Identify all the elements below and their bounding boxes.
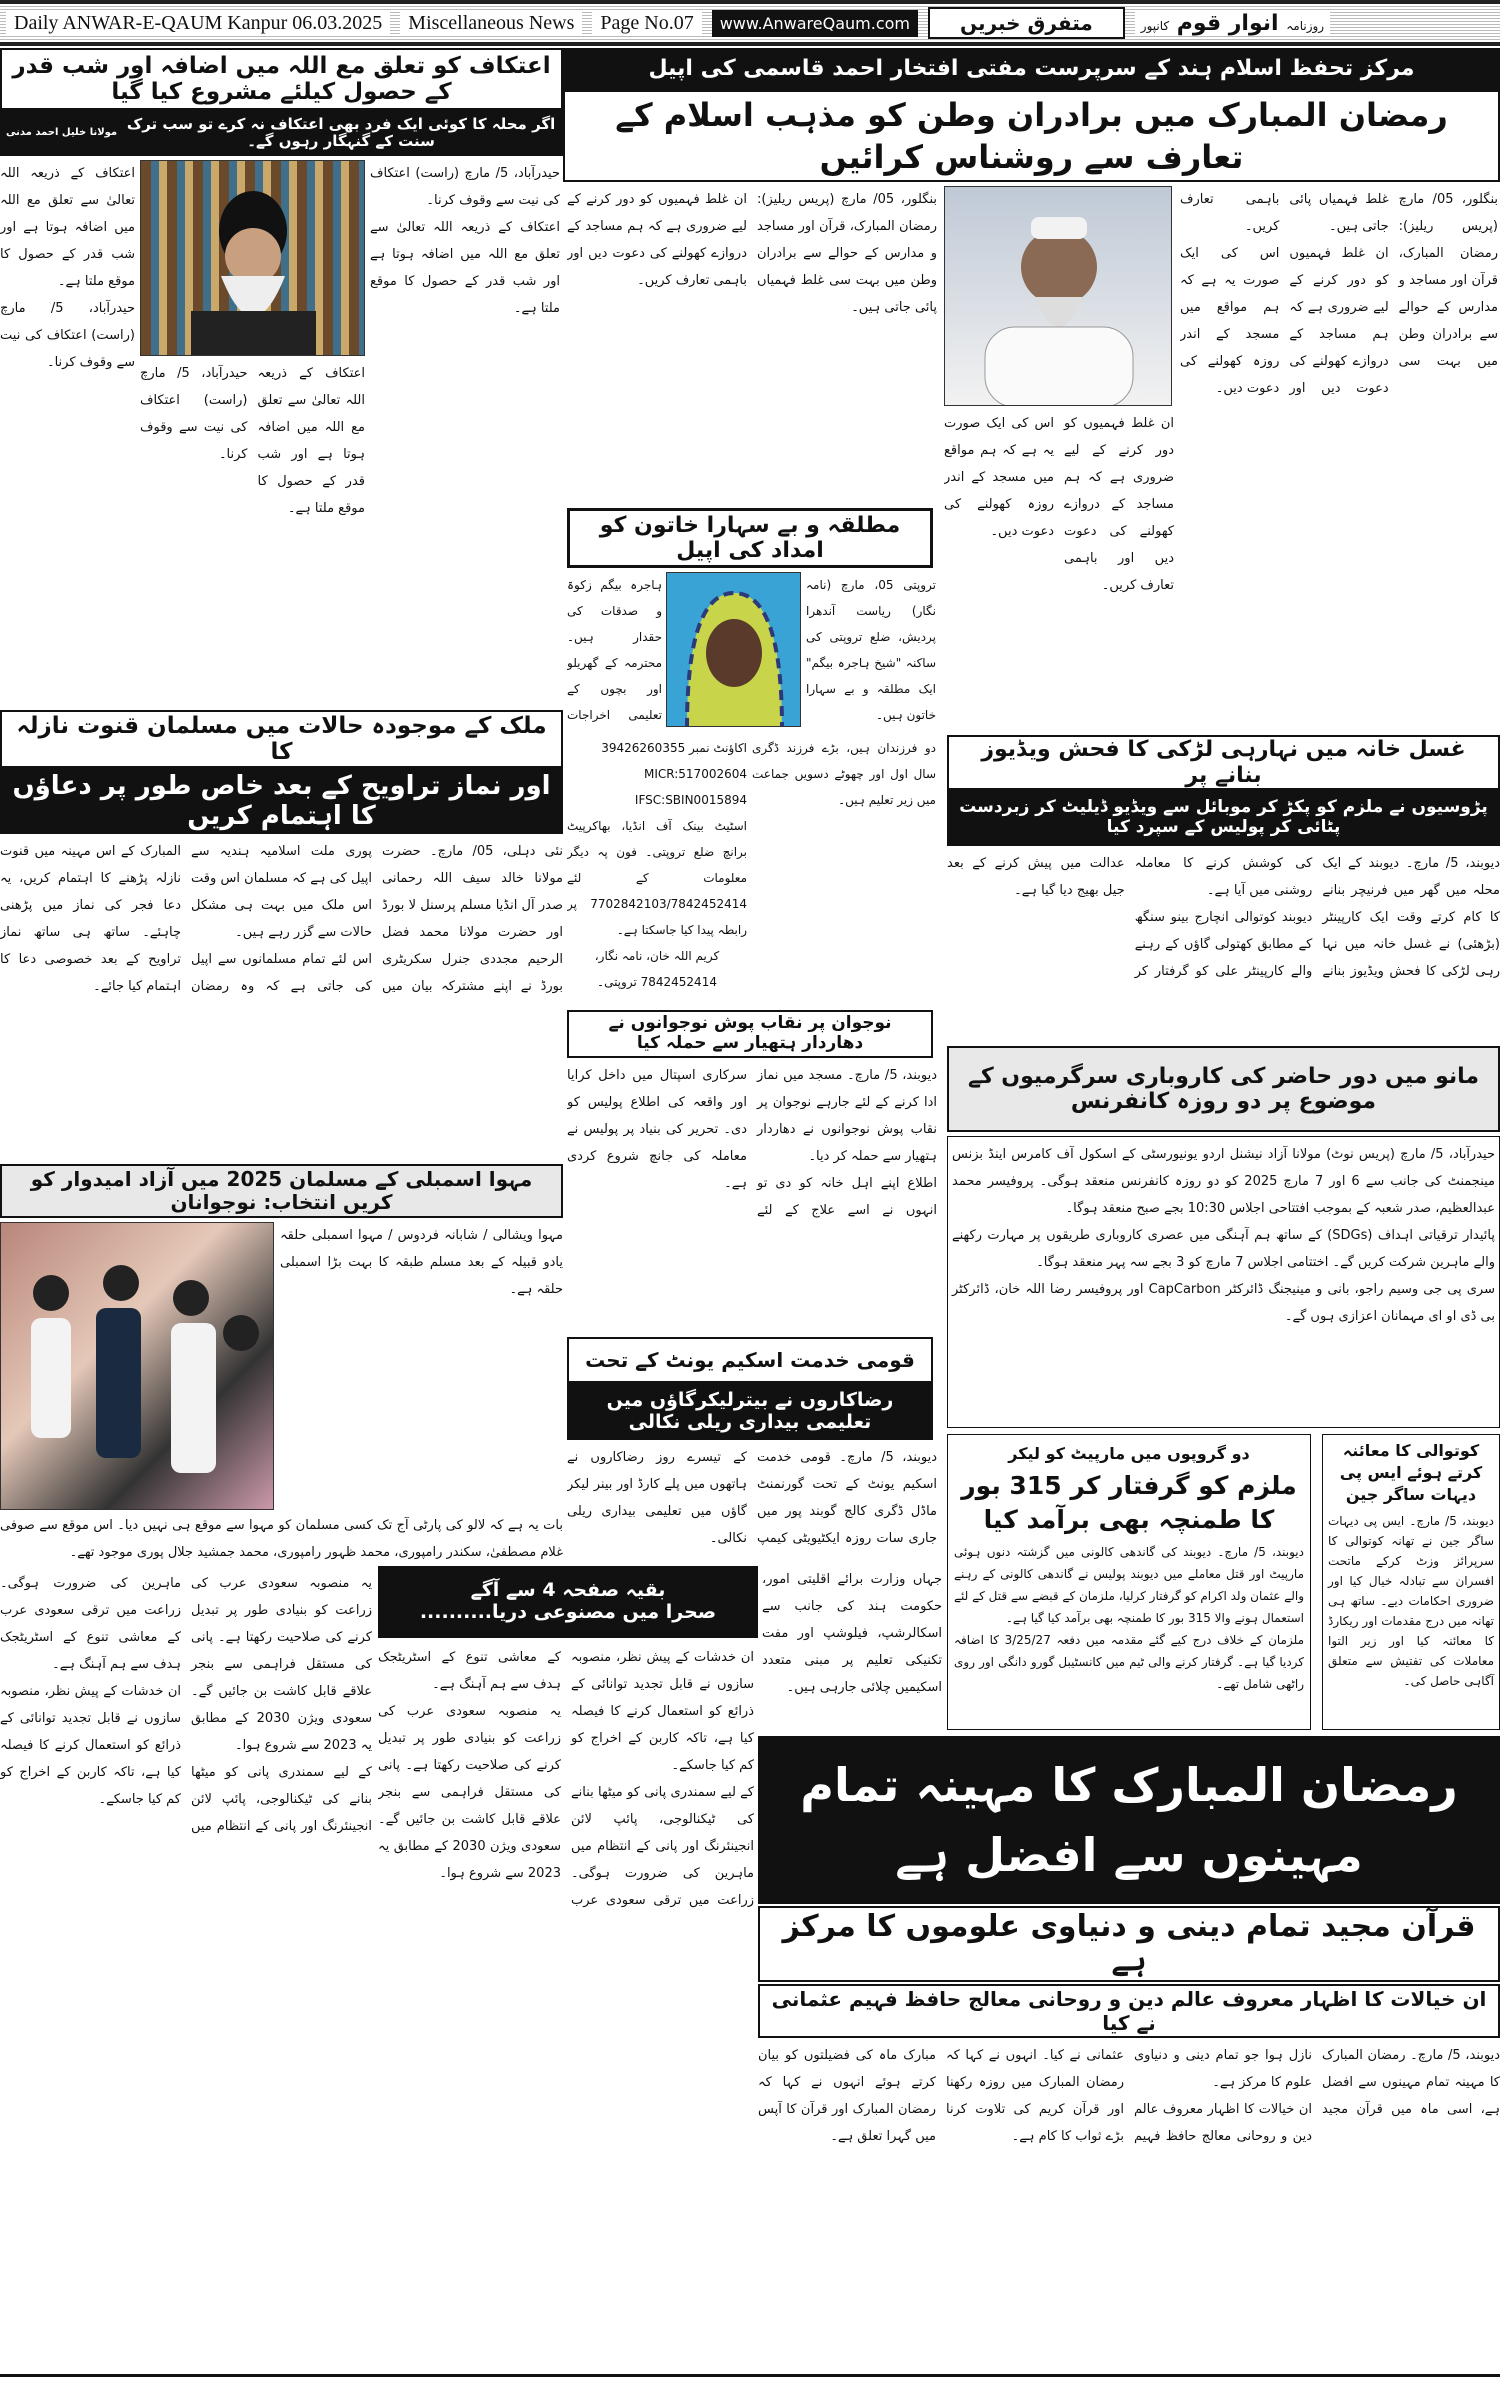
qunoot-kicker: ملک کے موجودہ حالات میں مسلمان قنوت نازلہ کا <box>0 710 563 768</box>
paragraph: حیدرآباد، 5/ مارچ (راست) اعتکاف کی نیت سے وقوف کرنا۔ <box>140 366 248 462</box>
paragraph: ان غلط فہمیوں کو دور کرنے کے لیے ضروری ہے کہ ہم مساجد کے دروازے کھولنے کی دعوت دیں اور باہمی تعارف کریں۔ <box>1180 192 1389 396</box>
baqiya-header <box>378 1566 758 1638</box>
qaumi-body <box>567 1444 937 1562</box>
naqab-body <box>567 1062 937 1332</box>
mahua-body-cont: بات یہ ہے کہ لالو کی پارٹی آج تک کسی مسلمان کو مہوا سے موقع ہی نہیں دیا۔ اس موقع سے صوفی غلام مصطفیٰ، سکندر رامپوری، محمد ظہور رامپوری، محمد جمشید جلال پوری موجود تھے۔ <box>0 1518 563 1560</box>
itikaf-body-lower <box>140 360 365 705</box>
paragraph: دیوبند کوتوالی انچارج بینو سنگھ کے مطابق کھتولی گاؤں کے رہنے والے کارپینٹر علی کو گرفتار کر عدالت میں پیش کرنے کے بعد جیل بھیج دیا گیا ہے۔ <box>947 856 1313 979</box>
mau-body <box>947 1136 1500 1428</box>
mutalaqa-bank-details <box>567 735 747 1005</box>
paragraph: جہاں وزارت برائے اقلیتی امور، حکومت ہند کی جانب سے اسکالرشپ، فیلوشپ اور مفت تکنیکی تعلیم پر مبنی متعدد اسکیمیں چلائی جارہی ہیں۔ <box>762 1572 942 1695</box>
ramzan-body <box>758 2042 1500 2370</box>
itikaf-headline: اعتکاف کو تعلق مع اللہ میں اضافہ اور شب قدر کے حصول کیلئے مشروع کیا گیا <box>0 48 563 110</box>
itikaf-photo <box>140 160 365 356</box>
ramzan-subhead: قرآن مجید تمام دینی و دنیاوی علوموں کا مرکز ہے <box>758 1906 1500 1982</box>
paragraph: یہ منصوبہ سعودی عرب کی زراعت کو بنیادی طور پر تبدیل کرنے کی صلاحیت رکھتا ہے۔ پانی کی مستقل فراہمی سے بنجر علاقے قابل کاشت بن جائیں گے۔ سعودی ویژن 2030 کے مطابق یہ 2023 سے شروع ہوا۔ <box>378 1704 561 1881</box>
masthead-prefix: روزنامہ <box>1286 18 1325 33</box>
paragraph: پائیدار ترقیاتی اہداف (SDGs) کے ساتھ ہم آہنگی میں عصری کاروباری طریقوں پر مہارت رکھنے والے ماہرین شرکت کریں گے۔ اختتامی اجلاس 7 مارچ کو 3 بجے سہ پہر منعقد ہوگا۔ <box>952 1228 1495 1270</box>
ramzan-byline: ان خیالات کا اظہار معروف عالم دین و روحانی معالج حافظ فہیم عثمانی نے کیا <box>758 1984 1500 2038</box>
paragraph: اس کی ایک صورت یہ ہے کہ ہم مواقع میں مسجد کے اندر روزہ کھولنے کی دعوت دیں۔ <box>1180 246 1280 396</box>
person-photo-icon <box>945 187 1172 406</box>
paragraph: دیوبند، 5/ مارچ۔ دیوبند کی گاندھی کالونی میں گزشتہ دنوں ہوئی مارپیٹ اور قتل معاملے میں دیوبند پولیس نے گاندھی کالونی کے رہنے والے عثمان ولد اکرام کو گرفتار کرلیا، ملزمان کے قبضے سے قتل کے لئے استعمال ہونے والا 315 بور کا طمنچہ بھی برآمد کیا گیا ہے۔ <box>953 1545 1304 1625</box>
mufti-body-right <box>1180 186 1498 706</box>
kotwali-story <box>1322 1434 1500 1730</box>
paragraph: سری پی جی وسیم راجو، بانی و مینیجنگ ڈائرکٹر CapCarbon اور پروفیسر رضا اللہ خان، ڈائرکٹر بی ڈی او ای مہمانان اعزازی ہوں گے۔ <box>952 1282 1495 1324</box>
group-photo-icon <box>1 1223 274 1510</box>
mufti-kicker: مرکز تحفظ اسلام ہند کے سرپرست مفتی افتخار احمد قاسمی کی اپیل <box>563 48 1500 90</box>
page-number: Page No.07 <box>592 12 701 35</box>
mau-headline: مانو میں دور حاضر کی کاروباری سرگرمیوں کے موضوع پر دو روزہ کانفرنس <box>947 1046 1500 1132</box>
masthead-city: کانپور <box>1140 18 1170 33</box>
paragraph: ان غلط فہمیوں کو دور کرنے کے لیے ضروری ہے کہ ہم مساجد کے دروازے کھولنے کی دعوت دیں اور باہمی تعارف کریں۔ <box>567 192 747 288</box>
paragraph: ان خدشات کے پیش نظر، منصوبہ سازوں نے قابل تجدید توانائی کے ذرائع کو استعمال کرنے کا فیصلہ کیا ہے، تاکہ کاربن کے اخراج کو کم کیا جاسکے۔ <box>571 1650 754 1773</box>
paragraph: دیوبند، 5/ مارچ۔ مسجد میں نماز ادا کرنے کے لئے جارہے نوجوان پر نقاب پوش نوجوانوں نے دھاردار ہتھیار سے حملہ کر دیا۔ <box>757 1068 937 1164</box>
ramzan-headline: رمضان المبارک کا مہینہ تمام مہینوں سے افضل ہے <box>758 1736 1500 1904</box>
person-photo-icon <box>667 573 801 727</box>
micr-code: MICR:517002604 <box>644 767 747 781</box>
paragraph: ملزمان کے خلاف درج کیے گئے مقدمہ میں دفعہ 3/25/27 کا اضافہ کردیا گیا ہے۔ گرفتار کرنے والی ٹیم میں کانسٹیبل گورو دانگی اور روی راٹھی شامل تھے۔ <box>954 1633 1305 1691</box>
paragraph: اعتکاف کے ذریعہ اللہ تعالیٰ سے تعلق مع اللہ میں اضافہ ہوتا ہے اور شب قدر کے حصول کا موقع ملتا ہے۔ <box>370 220 560 316</box>
itikaf-byline: مولانا خلیل احمد مدنی <box>6 127 118 139</box>
itikaf-body-col <box>370 160 560 705</box>
section-name: Miscellaneous News <box>400 12 582 35</box>
paragraph: نئی دہلی، 05/ مارچ۔ حضرت مولانا خالد سیف اللہ رحمانی صدر آل انڈیا مسلم پرسنل لا بورڈ اور حضرت مولانا محمد فضل الرحیم مجددی جنرل سکریٹری بورڈ نے اپنے مشترکہ بیان میں پوری ملت اسلامیہ ہندیہ سے اپیل کی ہے کہ مسلمان اس وقت اس ملک میں بہت ہی مشکل حالات سے گزر رہے ہیں۔ <box>191 844 563 994</box>
paragraph: دیوبند، 5/ مارچ۔ قومی خدمت اسکیم یونٹ کے تحت گورنمنٹ ماڈل ڈگری کالج گوبند پور میں جاری سات روزہ ایکٹیویٹی کیمپ کے تیسرے روز رضاکاروں نے ہاتھوں میں پلے کارڈ اور بینر لیکر گاؤں میں تعلیمی بیداری ریلی نکالی۔ <box>567 1450 937 1546</box>
naqab-headline: نوجوان پر نقاب پوش نوجوانوں نے دھاردار ہتھیار سے حملہ کیا <box>567 1010 933 1058</box>
itikaf-subhead-text: اگر محلہ کا کوئی ایک فرد بھی اعتکاف نہ کرے تو سب ترک سنت کے گنہگار رہوں گے۔ <box>126 114 556 150</box>
itikaf-body-left <box>0 160 135 705</box>
mutalaqa-body-3: ہاجرہ بیگم زکوۃ و صدقات کی حقدار ہیں۔ محترمہ کے گھریلو اور بچوں کے تعلیمی اخراجات <box>567 578 662 722</box>
mufti-body-middle <box>567 186 937 504</box>
qaumi-kicker: قومی خدمت اسکیم یونٹ کے تحت <box>567 1337 933 1383</box>
mufti-photo <box>944 186 1172 406</box>
paragraph: حیدرآباد، 5/ مارچ (راست) اعتکاف کی نیت سے وقوف کرنا۔ <box>370 166 560 208</box>
qaumi-body-cont <box>762 1566 942 1732</box>
kotwali-body: دیوبند، 5/ مارچ۔ ایس پی دیہات ساگر جین نے تھانہ کوتوالی کا سرپرائز وزٹ کرکے ماتحت افسران سے تبادلہ خیال کیا اور ضروری احکامات دیے۔ ساتھ ہی تھانہ میں درج مقدمات اور ریکارڈ کا معائنہ کیا اور زیر التوا معاملات کی تفتیش سے متعلق آگاہی حاصل کی۔ <box>1328 1514 1494 1688</box>
edition-date: Daily ANWAR-E-QAUM Kanpur 06.03.2025 <box>6 12 390 35</box>
baqiya-kicker: بقیہ صفحہ 4 سے آگے <box>470 1579 666 1602</box>
page-header <box>0 0 1500 46</box>
qunoot-body <box>0 838 563 1160</box>
account-number: اکاؤنٹ نمبر 39426260355 <box>601 741 747 755</box>
paragraph: ان خدشات کے پیش نظر، منصوبہ سازوں نے قابل تجدید توانائی کے ذرائع کو استعمال کرنے کا فیصلہ کیا ہے، تاکہ کاربن کے اخراج کو کم کیا جاسکے۔ <box>0 1684 181 1807</box>
mufti-headline: رمضان المبارک میں برادران وطن کو مذہب اسلام کے تعارف سے روشناس کرائیں <box>563 90 1500 182</box>
qaumi-headline: رضاکاروں نے بیترلیکرگاؤں میں تعلیمی بیداری ریلی نکالی <box>567 1383 933 1440</box>
masthead-title: انوار قوم <box>1176 10 1279 36</box>
website-link[interactable]: www.AnwareQaum.com <box>712 10 918 37</box>
mahua-headline: مہوا اسمبلی کے مسلمان 2025 میں آزاد امیدوار کو کریں انتخاب: نوجوانان <box>0 1164 563 1218</box>
baqiya-body-left <box>0 1570 372 2370</box>
person-photo-icon <box>141 161 365 356</box>
contact-phone: 7842452414 تروپتی۔ <box>597 975 717 989</box>
mutalaqa-body-2: دو فرزندان ہیں، بڑے فرزند ڈگری سال اول اور چھوٹے دسویں جماعت میں زیر تعلیم ہیں۔ <box>752 741 936 807</box>
bore315-story <box>947 1434 1311 1730</box>
paragraph: اعتکاف کے ذریعہ اللہ تعالیٰ سے تعلق مع اللہ میں اضافہ ہوتا ہے اور شب قدر کے حصول کا موقع ملتا ہے۔ <box>257 366 365 516</box>
itikaf-subhead <box>0 110 563 156</box>
ghusl-body <box>947 850 1500 1040</box>
mutalaqa-body-1: تروپتی 05، مارچ (نامہ نگار) ریاست آندھرا پردیش، ضلع تروپتی کی ساکنہ "شیخ ہاجرہ بیگم" ایک مطلقہ و بے سہارا خاتون ہیں۔ <box>806 578 936 722</box>
ghusl-kicker: غسل خانہ میں نہارہی لڑکی کا فحش ویڈیوز بنانے پر <box>947 735 1500 790</box>
contact-name: کریم اللہ خان، نامہ نگار، <box>594 949 720 963</box>
bank-info: اسٹیٹ بینک آف انڈیا، بھاکرپیٹ برانچ ضلع تروپتی۔ فون پہ دیگر معلومات کے لئے 7702842103/7842452414 پر رابطہ پیدا کیا جاسکتا ہے۔ <box>567 819 747 937</box>
ghusl-headline: پڑوسیوں نے ملزم کو پکڑ کر موبائل سے ویڈیو ڈیلیٹ کر زبردست پٹائی کر پولیس کے سپرد کیا <box>947 790 1500 846</box>
paragraph: کے لیے سمندری پانی کو میٹھا بنانے کی ٹیکنالوجی، پائپ لائن انجینئرنگ اور پانی کے انتظام میں ماہرین کی ضرورت ہوگی۔ زراعت میں ترقی سعودی عرب کے معاشی تنوع کے اسٹریٹجک ہدف سے ہم آہنگ ہے۔ <box>378 1650 754 1908</box>
paragraph: بنگلور، 05/ مارچ (پریس ریلیز): رمضان المبارک، قرآن اور مساجد و مدارس کے حوالے سے برادران وطن میں بہت سی غلط فہمیاں پائی جاتی ہیں۔ <box>757 192 937 315</box>
kotwali-headline: کوتوالی کا معائنہ کرتے ہوئے ایس پی دیہات ساگر جین <box>1339 1441 1483 1504</box>
ifsc-code: IFSC:SBIN0015894 <box>634 793 747 807</box>
paragraph: کے لیے سمندری پانی کو میٹھا بنانے کی ٹیکنالوجی، پائپ لائن انجینئرنگ اور پانی کے انتظام میں ماہرین کی ضرورت ہوگی۔ زراعت میں ترقی سعودی عرب کے معاشی تنوع کے اسٹریٹجک ہدف سے ہم آہنگ ہے۔ <box>0 1576 372 1834</box>
mahua-body: مہوا ویشالی / شابانہ فردوس / مہوا اسمبلی حلقہ یادو قبیلہ کے بعد مسلم طبقہ کا بہت بڑا اسمبلی حلقہ ہے۔ <box>280 1228 563 1297</box>
mufti-body-left <box>944 410 1174 710</box>
qunoot-headline: اور نماز تراویح کے بعد خاص طور پر دعاؤں کا اہتمام کریں <box>0 768 563 834</box>
baqiya-body <box>378 1644 754 2370</box>
paragraph: اس کی ایک صورت یہ ہے کہ ہم مواقع میں مسجد کے اندر روزہ کھولنے کی دعوت دیں۔ <box>944 416 1054 539</box>
paragraph: مبارک ماہ کی فضیلتوں کو بیان کرتے ہوئے انہوں نے کہا کہ رمضان المبارک اور قرآن کا آپس میں گہرا تعلق ہے۔ <box>758 2048 936 2144</box>
paragraph: ان غلط فہمیوں کو دور کرنے کے لیے ضروری ہے کہ ہم مساجد کے دروازے کھولنے کی دعوت دیں اور باہمی تعارف کریں۔ <box>1064 416 1174 593</box>
mutalaqa-headline: مطلقہ و بے سہارا خاتون کو امداد کی اپیل <box>567 508 933 568</box>
paragraph: حیدرآباد، 5/ مارچ (پریس نوٹ) مولانا آزاد نیشنل اردو یونیورسٹی کے اسکول آف کامرس اینڈ بزنس مینجمنٹ کی جانب سے 6 اور 7 مارچ 2025 کو دو روزہ کانفرنس منعقد ہوگی۔ پروفیسر محمد عبدالعظیم، صدر شعبہ کے بموجب افتتاحی اجلاس 10:30 بجے صبح منعقد ہوگا۔ <box>952 1147 1495 1216</box>
paragraph: اطلاع اپنے اہل خانہ کو دی تو انہوں نے اسے علاج کے لئے سرکاری اسپتال میں داخل کرایا اور واقعہ کی اطلاع پولیس کو دی۔ تحریر کی بنیاد پر پولیس نے معاملہ کی جانچ شروع کردی ہے۔ <box>567 1068 937 1218</box>
bore315-body <box>948 1541 1310 1721</box>
paragraph: یہ منصوبہ سعودی عرب کی زراعت کو بنیادی طور پر تبدیل کرنے کی صلاحیت رکھتا ہے۔ پانی کی مستقل فراہمی سے بنجر علاقے قابل کاشت بن جائیں گے۔ سعودی ویژن 2030 کے مطابق یہ 2023 سے شروع ہوا۔ <box>191 1576 372 1753</box>
bottom-rule <box>0 2374 1500 2377</box>
mutalaqa-photo <box>666 572 801 727</box>
paragraph: حیدرآباد، 5/ مارچ (راست) اعتکاف کی نیت سے وقوف کرنا۔ <box>0 301 135 370</box>
paragraph: ان خیالات کا اظہار معروف عالم دین و روحانی معالج حافظ فہیم عثمانی نے کیا۔ انہوں نے کہا کہ رمضان المبارک میں روزہ رکھنا اور قرآن کریم کی تلاوت کرنا بڑے ثواب کا کام ہے۔ <box>946 2048 1312 2144</box>
baqiya-headline: صحرا میں مصنوعی دریا.......... <box>419 1601 717 1623</box>
bore315-kicker: دو گروپوں میں مارپیٹ کو لیکر <box>1008 1444 1250 1463</box>
masthead <box>1135 11 1330 36</box>
paragraph: اس لئے تمام مسلمانوں سے اپیل کی جاتی ہے کہ وہ رمضان المبارک کے اس مہینہ میں قنوت نازلہ پڑھنے کا اہتمام کریں، یہ دعا فجر کی نماز میں پڑھنی چاہئے۔ ساتھ ہی ساتھ نماز تراویح کے بعد خصوصی دعا کا اہتمام کیا جائے۔ <box>0 844 372 994</box>
paragraph: اعتکاف کے ذریعہ اللہ تعالیٰ سے تعلق مع اللہ میں اضافہ ہوتا ہے اور شب قدر کے حصول کا موقع ملتا ہے۔ <box>0 166 135 289</box>
section-name-urdu: متفرق خبریں <box>928 7 1125 39</box>
bore315-headline: ملزم کو گرفتار کر 315 بور کا طمنچہ بھی برآمد کیا <box>961 1471 1297 1534</box>
paragraph: بنگلور، 05/ مارچ (پریس ریلیز): رمضان المبارک، قرآن اور مساجد و مدارس کے حوالے سے برادران وطن میں بہت سی غلط فہمیاں پائی جاتی ہیں۔ <box>1289 192 1498 369</box>
mahua-photo <box>0 1222 274 1510</box>
paragraph: دیوبند، 5/ مارچ۔ رمضان المبارک کا مہینہ تمام مہینوں سے افضل ہے، اسی ماہ میں قرآن مجید نازل ہوا جو تمام دینی و دنیاوی علوم کا مرکز ہے۔ <box>1134 2048 1500 2117</box>
paragraph: دیوبند، 5/ مارچ۔ دیوبند کے ایک محلہ میں گھر میں فرنیچر بنانے کا کام کرتے وقت ایک کارپینٹر (بڑھئی) نے غسل خانہ میں نہا رہی لڑکی کا فحش ویڈیوز بنانے کی کوشش کرنے کا معاملہ روشنی میں آیا ہے۔ <box>1134 856 1500 979</box>
